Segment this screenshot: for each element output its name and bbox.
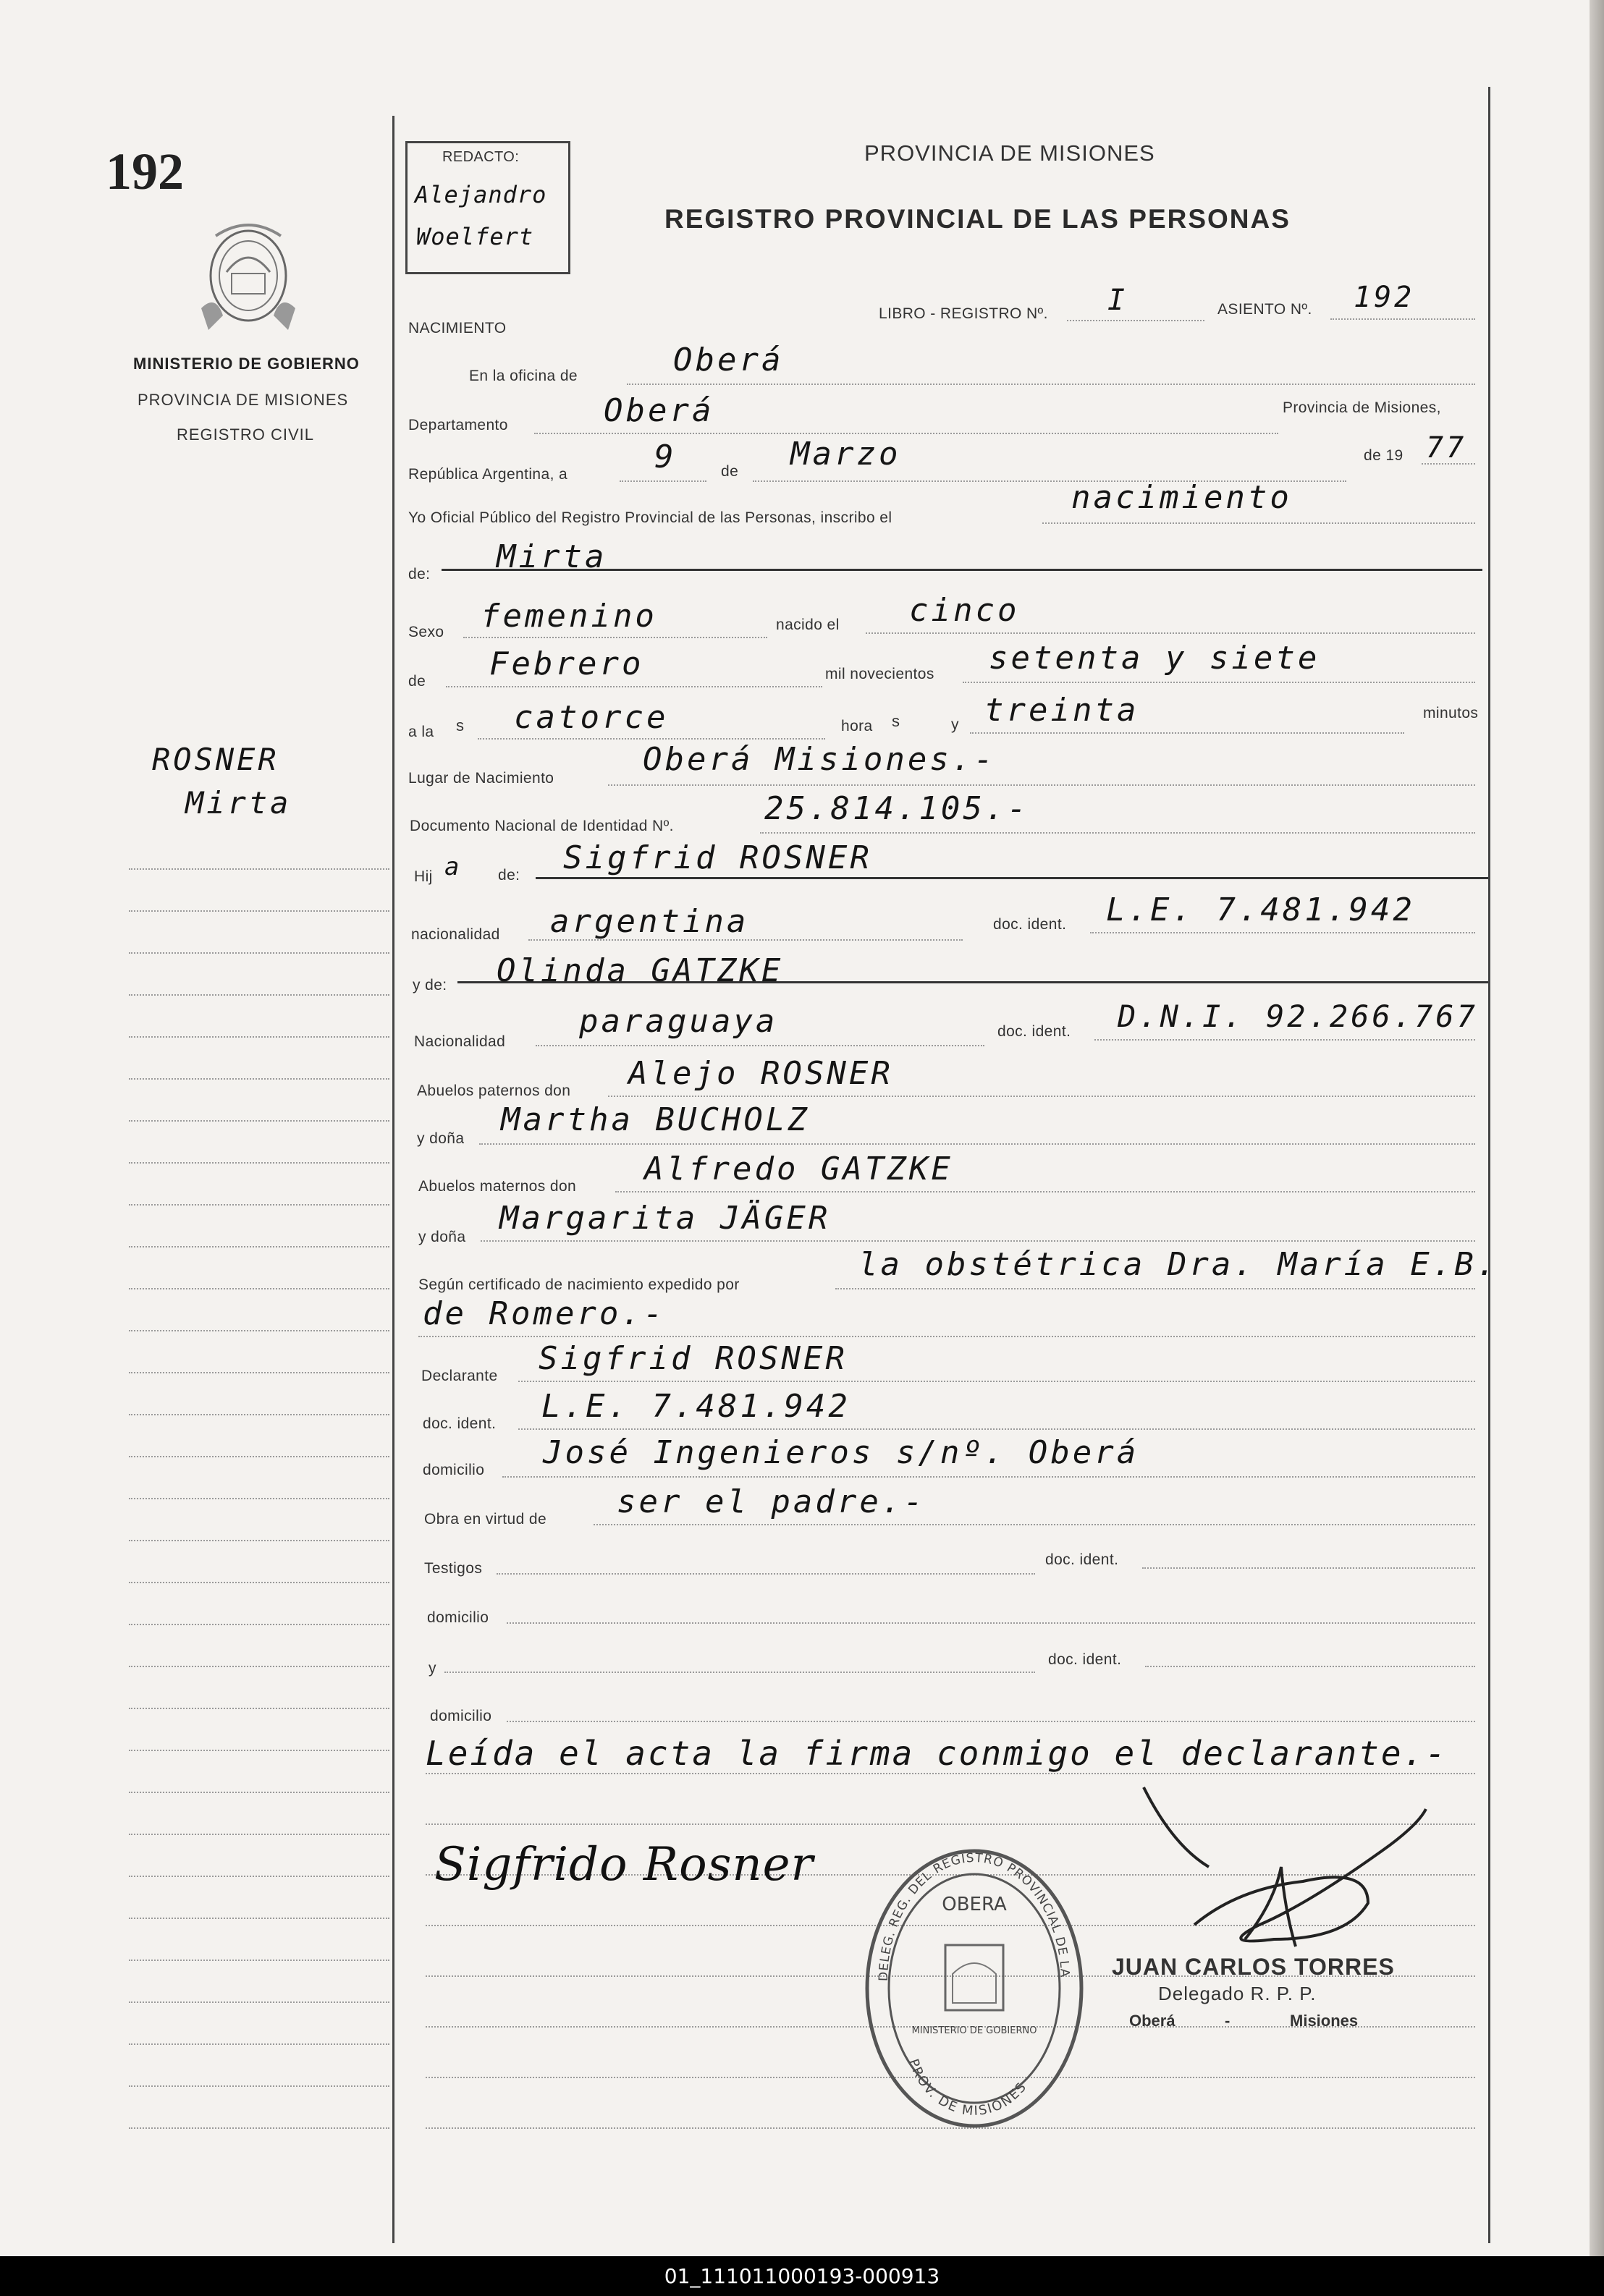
nacimiento-label: NACIMIENTO	[408, 320, 507, 336]
horas-suffix: s	[892, 712, 900, 730]
official-place-1: Oberá	[1129, 2012, 1175, 2030]
form-right-border	[1488, 87, 1490, 2243]
redacto-box	[405, 141, 570, 274]
page-number: 192	[106, 143, 184, 200]
hij-label: Hij	[414, 868, 433, 885]
doc-padre-label: doc. ident.	[993, 916, 1067, 933]
nombre-value: Mirta	[497, 538, 607, 575]
official-place-2: Misiones	[1290, 2012, 1359, 2030]
republica-label: República Argentina, a	[408, 466, 568, 483]
anio-label: de 19	[1364, 447, 1404, 464]
cert-label: Según certificado de nacimiento expedido por	[418, 1276, 740, 1293]
file-id-bar	[0, 2256, 1604, 2296]
anio-nac-value: setenta y siete	[989, 640, 1320, 677]
page-edge	[1590, 0, 1604, 2256]
nac-padre-label: nacionalidad	[411, 926, 500, 943]
official-signature	[1129, 1758, 1433, 1961]
nacido-label: nacido el	[776, 617, 840, 633]
mes-nac-value: Febrero	[489, 645, 644, 682]
oficial-value: nacimiento	[1071, 479, 1292, 516]
testigos-doc-label: doc. ident.	[1045, 1551, 1119, 1568]
domicilio-label-3: domicilio	[430, 1708, 492, 1724]
sexo-value: femenino	[481, 598, 657, 635]
madre-value: Olinda GATZKE	[497, 952, 784, 989]
nac-madre-value: paraguaya	[579, 1003, 778, 1040]
provincia-label: Provincia de Misiones,	[1283, 399, 1441, 416]
ministry-label: MINISTERIO DE GOBIERNO	[133, 355, 360, 373]
domicilio-value: José Ingenieros s/nº. Oberá	[543, 1434, 1139, 1471]
ydona-label-2: y doña	[418, 1229, 466, 1245]
coat-of-arms-icon	[194, 214, 303, 337]
closing-statement: Leída el acta la firma conmigo el declarante.-	[426, 1734, 1448, 1773]
hora-value: catorce	[514, 699, 669, 736]
testigos-label: Testigos	[424, 1560, 483, 1577]
doc-madre-label: doc. ident.	[997, 1023, 1071, 1040]
nac-padre-value: argentina	[550, 903, 749, 940]
departamento-value: Oberá	[604, 392, 714, 429]
seal-top-text: OBERA	[942, 1894, 1007, 1915]
oficina-value: Oberá	[673, 342, 784, 378]
hij-de-label: de:	[498, 867, 520, 884]
y-label-2: y	[429, 1660, 436, 1677]
yde-label: y de:	[413, 977, 447, 994]
cert-value-2: de Romero.-	[423, 1295, 666, 1332]
sidebar-province: PROVINCIA DE MISIONES	[138, 391, 349, 409]
oficial-label: Yo Oficial Público del Registro Provincial de las Personas, inscribo el	[408, 509, 892, 526]
dni-label: Documento Nacional de Identidad Nº.	[410, 818, 674, 834]
ab-mat-value: Alfredo GATZKE	[644, 1151, 953, 1187]
form-left-border	[392, 116, 394, 2243]
oficina-label: En la oficina de	[469, 368, 578, 384]
official-seal	[858, 1844, 1090, 2133]
header-province: PROVINCIA DE MISIONES	[864, 140, 1155, 166]
redacto-name-line2: Woelfert	[416, 223, 534, 250]
libro-value: I	[1107, 284, 1128, 317]
asiento-label: ASIENTO Nº.	[1217, 301, 1312, 318]
lugar-label: Lugar de Nacimiento	[408, 770, 554, 787]
asiento-value: 192	[1354, 281, 1415, 314]
obra-value: ser el padre.-	[617, 1483, 926, 1520]
minutos-value: treinta	[984, 692, 1139, 729]
de-label: de	[721, 463, 739, 480]
ab-pat-value: Alejo ROSNER	[628, 1055, 893, 1092]
official-name: JUAN CARLOS TORRES	[1112, 1954, 1395, 1980]
cert-value: la obstétrica Dra. María E.B.	[858, 1246, 1499, 1283]
doc-padre-value: L.E. 7.481.942	[1106, 891, 1415, 928]
y-label: y	[951, 716, 959, 733]
official-place-sep: -	[1225, 2012, 1231, 2030]
doc-decl-value: L.E. 7.481.942	[541, 1388, 850, 1425]
mes-value: Marzo	[790, 436, 901, 473]
doc-madre-value: D.N.I. 92.266.767	[1118, 999, 1478, 1034]
margin-note-surname: ROSNER	[152, 742, 279, 777]
obra-label: Obra en virtud de	[424, 1511, 547, 1528]
domicilio-label-2: domicilio	[427, 1609, 489, 1626]
seal-inner-text: MINISTERIO DE GOBIERNO	[911, 2025, 1037, 2036]
redacto-label: REDACTO:	[442, 149, 520, 165]
ab-pat-dona-value: Martha BUCHOLZ	[501, 1101, 810, 1138]
departamento-label: Departamento	[408, 417, 508, 433]
ab-pat-label: Abuelos paternos don	[417, 1083, 571, 1099]
padre-value: Sigfrid ROSNER	[563, 839, 872, 876]
domicilio-label: domicilio	[423, 1462, 485, 1478]
de-label-2: de:	[408, 566, 431, 583]
official-title: Delegado R. P. P.	[1158, 1983, 1317, 2004]
declarante-value: Sigfrid ROSNER	[539, 1340, 848, 1377]
nacido-value: cinco	[909, 592, 1020, 629]
margin-note-name: Mirta	[185, 785, 292, 821]
lugar-value: Oberá Misiones.-	[643, 741, 996, 778]
padre-rule	[536, 877, 1488, 879]
horas-label: hora	[841, 718, 873, 734]
ab-mat-label: Abuelos maternos don	[418, 1178, 577, 1195]
declarante-signature: Sigfrido Rosner	[434, 1838, 814, 1892]
ydona-label-1: y doña	[417, 1130, 465, 1147]
alas-suffix: s	[456, 716, 465, 734]
seal-ring-text: DELEG. REG. DEL REGISTRO PROVINCIAL DE LA	[876, 1850, 1073, 1982]
file-id: 01_111011000193-000913	[664, 2264, 940, 2288]
de-label-3: de	[408, 673, 426, 690]
declarante-label: Declarante	[421, 1368, 498, 1384]
y-doc-label: doc. ident.	[1048, 1651, 1122, 1668]
libro-label: LIBRO - REGISTRO Nº.	[879, 305, 1048, 322]
sidebar-registry: REGISTRO CIVIL	[177, 425, 315, 444]
mil-label: mil novecientos	[825, 666, 934, 682]
doc-decl-label: doc. ident.	[423, 1415, 497, 1432]
sexo-label: Sexo	[408, 624, 444, 640]
minutos-label: minutos	[1423, 705, 1479, 721]
seal-bottom-text: PROV. DE MISIONES	[906, 2056, 1031, 2119]
hij-suffix: a	[444, 852, 463, 881]
dni-value: 25.814.105.-	[764, 790, 1029, 827]
page-title: REGISTRO PROVINCIAL DE LAS PERSONAS	[664, 204, 1291, 234]
redacto-name-line1: Alejandro	[415, 181, 547, 208]
alas-label: a la	[408, 724, 434, 740]
ab-mat-dona-value: Margarita JÄGER	[499, 1200, 831, 1237]
nac-madre-label: Nacionalidad	[414, 1033, 506, 1050]
anio-value: 77	[1426, 431, 1467, 465]
dia-value: 9	[654, 439, 677, 475]
